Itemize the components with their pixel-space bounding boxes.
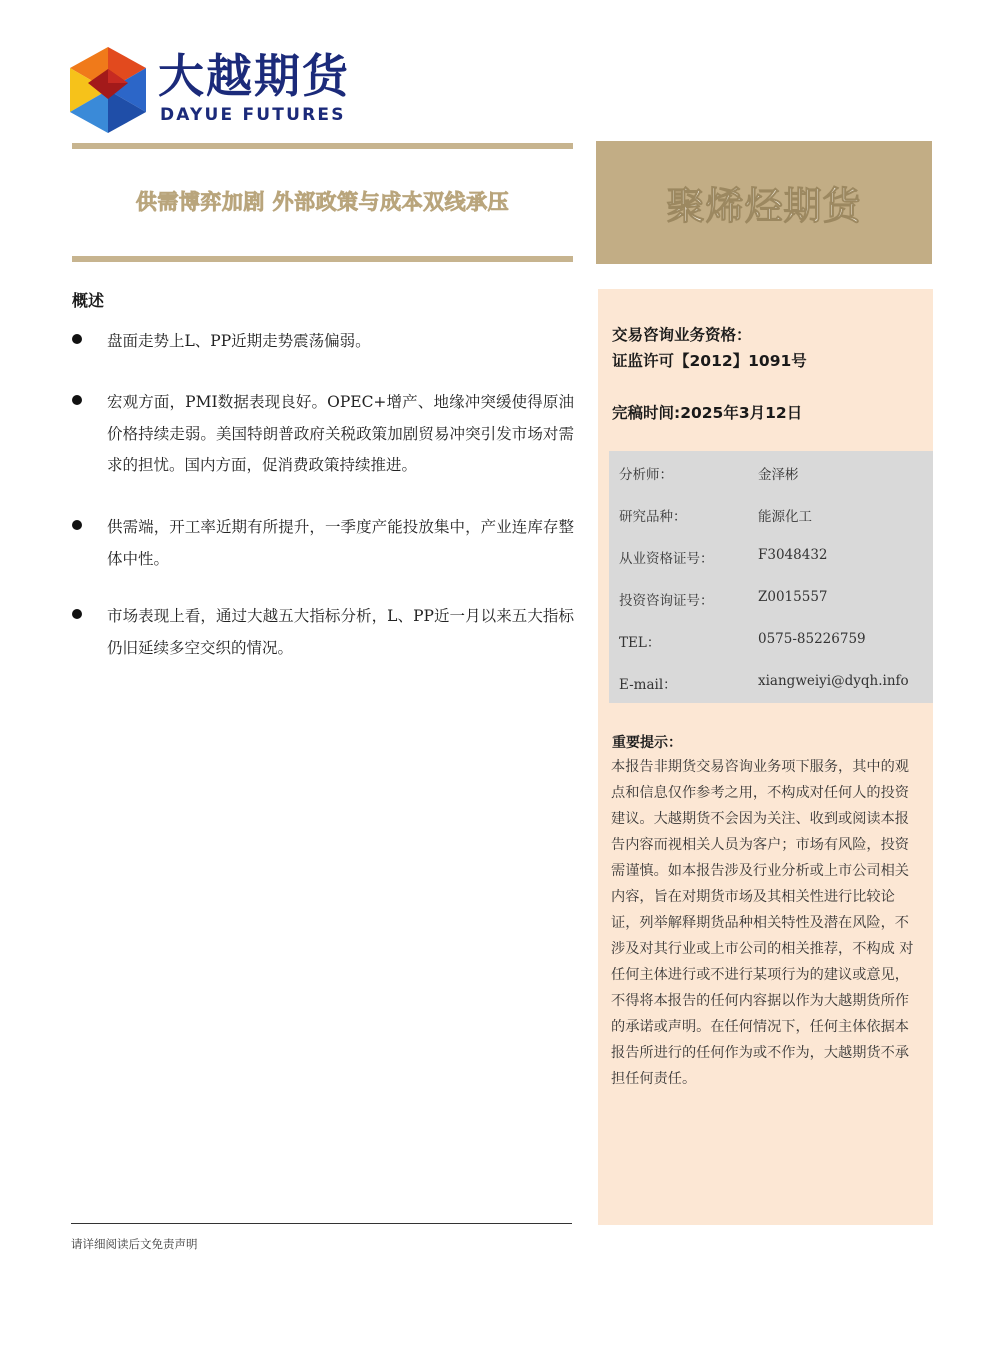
bullet-text: 市场表现上看，通过大越五大指标分析，L、PP近一月以来五大指标仍旧延续多空交织的情况。 (107, 607, 574, 657)
analyst-email-link[interactable]: xiangweiyi@dyqh.info (758, 673, 909, 689)
summary-bullet (72, 512, 574, 575)
analyst-row (609, 451, 933, 493)
bullet-text: 宏观方面，PMI数据表现良好。OPEC+增产、地缘冲突缓使得原油价格持续走弱。美国特朗普政府关税政策加剧贸易冲突引发市场对需求的担忧。国内方面，促消费政策持续推进。 (107, 393, 574, 474)
analyst-table (609, 451, 933, 703)
summary-bullet (72, 326, 574, 358)
summary-bullet (72, 387, 574, 482)
notice-body: 本报告非期货交易咨询业务项下服务，其中的观点和信息仅作参考之用，不构成对任何人的投资建议。大越期货不会因为关注、收到或阅读本报告内容而视相关人员为客户；市场有风险，投资需谨慎。如本报告涉及行业分析或上市公司相关内容，旨在对期货市场及其相关性进行比较论证，列举解释期货品种相关特性及潜在风险，不涉及对其行业或上市公司的相关推荐，不构成 对任何主体进行或不进行某项行为的建议或意见，不得将本报告的任何内容据以作为大越期货所作的承诺或声明。在任何情况下，任何主体依据本报告所进行的任何作为或不作为，大越期货不承担任何责任。 (611, 759, 914, 1087)
analyst-row-label: 研究品种： (619, 509, 687, 525)
summary-bullet (72, 601, 574, 664)
company-logo-icon (70, 47, 146, 133)
analyst-row-label: 投资咨询证号： (619, 593, 714, 609)
notice-heading: 重要提示： (612, 735, 682, 751)
analyst-row (609, 535, 933, 577)
analyst-row (609, 577, 933, 619)
analyst-row-value: 金泽彬 (758, 467, 799, 483)
footer-rule (71, 1223, 572, 1224)
category-title: 聚烯烃期货 (666, 184, 862, 228)
analyst-row-value: F3048432 (758, 547, 828, 563)
qualification-label: 交易咨询业务资格： (612, 326, 752, 344)
bullet-text: 盘面走势上L、PP近期走势震荡偏弱。 (107, 332, 371, 350)
brand-name-en: DAYUE FUTURES (160, 105, 346, 125)
category-banner (596, 141, 932, 264)
title-bottom-rule (72, 256, 573, 262)
license-number: 证监许可【2012】1091号 (612, 352, 807, 370)
summary-heading: 概述 (72, 291, 105, 310)
bullet-text: 供需端，开工率近期有所提升，一季度产能投放集中，产业连库存整体中性。 (107, 518, 574, 568)
bullet-icon (72, 334, 82, 344)
analyst-row-label: E-mail： (619, 677, 677, 693)
analyst-row-label: 分析师： (619, 467, 673, 483)
analyst-row-value: Z0015557 (758, 589, 828, 605)
analyst-row-value: 能源化工 (758, 509, 812, 525)
bullet-icon (72, 520, 82, 530)
completion-date: 完稿时间:2025年3月12日 (612, 404, 803, 422)
report-title: 供需博弈加剧 外部政策与成本双线承压 (135, 190, 510, 214)
analyst-row-label: 从业资格证号： (619, 551, 714, 567)
analyst-row (609, 619, 933, 661)
bullet-icon (72, 609, 82, 619)
analyst-row (609, 493, 933, 535)
brand-name-cn: 大越期货 (158, 49, 350, 103)
analyst-row-value: 0575-85226759 (758, 631, 866, 647)
bullet-icon (72, 395, 82, 405)
analyst-row-label: TEL： (619, 635, 661, 651)
analyst-row (609, 661, 933, 703)
footer-disclaimer-note: 请详细阅读后文免责声明 (71, 1237, 198, 1251)
title-top-rule (72, 143, 573, 149)
